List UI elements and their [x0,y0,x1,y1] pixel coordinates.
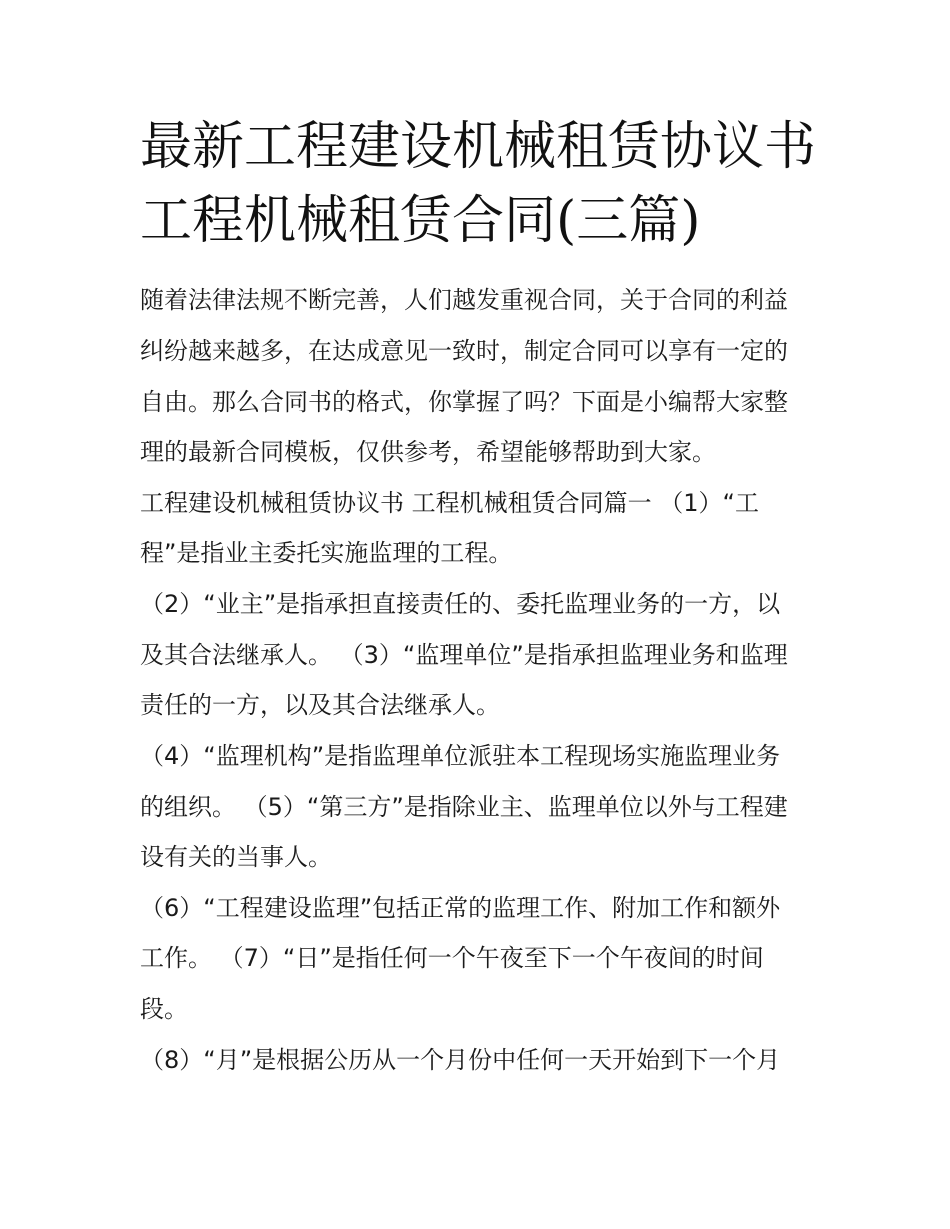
body-line-4: 理的最新合同模板，仅供参考，希望能够帮助到大家。 [140,438,716,466]
body-line-7: （2）“业主”是指承担直接责任的、委托监理业务的一方，以 [140,590,781,618]
body-line-5: 工程建设机械租赁协议书 工程机械租赁合同篇一 （1）“工 [140,489,759,517]
body-line-14: 工作。 （7）“日”是指任何一个午夜至下一个午夜间的时间 [140,944,764,972]
body-line-10: （4）“监理机构”是指监理单位派驻本工程现场实施监理业务 [140,742,781,770]
body-line-11: 的组织。 （5）“第三方”是指除业主、监理单位以外与工程建 [140,793,788,821]
body-line-1: 随着法律法规不断完善，人们越发重视合同，关于合同的利益 [140,286,788,314]
document-title-line-2: 工程机械租赁合同(三篇) [140,191,701,251]
body-line-15: 段。 [140,995,188,1023]
body-line-9: 责任的一方，以及其合法继承人。 [140,691,500,719]
body-line-6: 程”是指业主委托实施监理的工程。 [140,539,513,567]
body-line-12: 设有关的当事人。 [140,843,332,871]
body-line-3: 自由。那么合同书的格式，你掌握了吗？下面是小编帮大家整 [140,388,788,416]
body-line-2: 纠纷越来越多，在达成意见一致时，制定合同可以享有一定的 [140,337,788,365]
body-line-16: （8）“月”是根据公历从一个月份中任何一天开始到下一个月 [140,1046,781,1074]
body-line-13: （6）“工程建设监理”包括正常的监理工作、附加工作和额外 [140,894,781,922]
document-title-line-1: 最新工程建设机械租赁协议书 [140,117,817,177]
body-line-8: 及其合法继承人。 （3）“监理单位”是指承担监理业务和监理 [140,641,788,669]
